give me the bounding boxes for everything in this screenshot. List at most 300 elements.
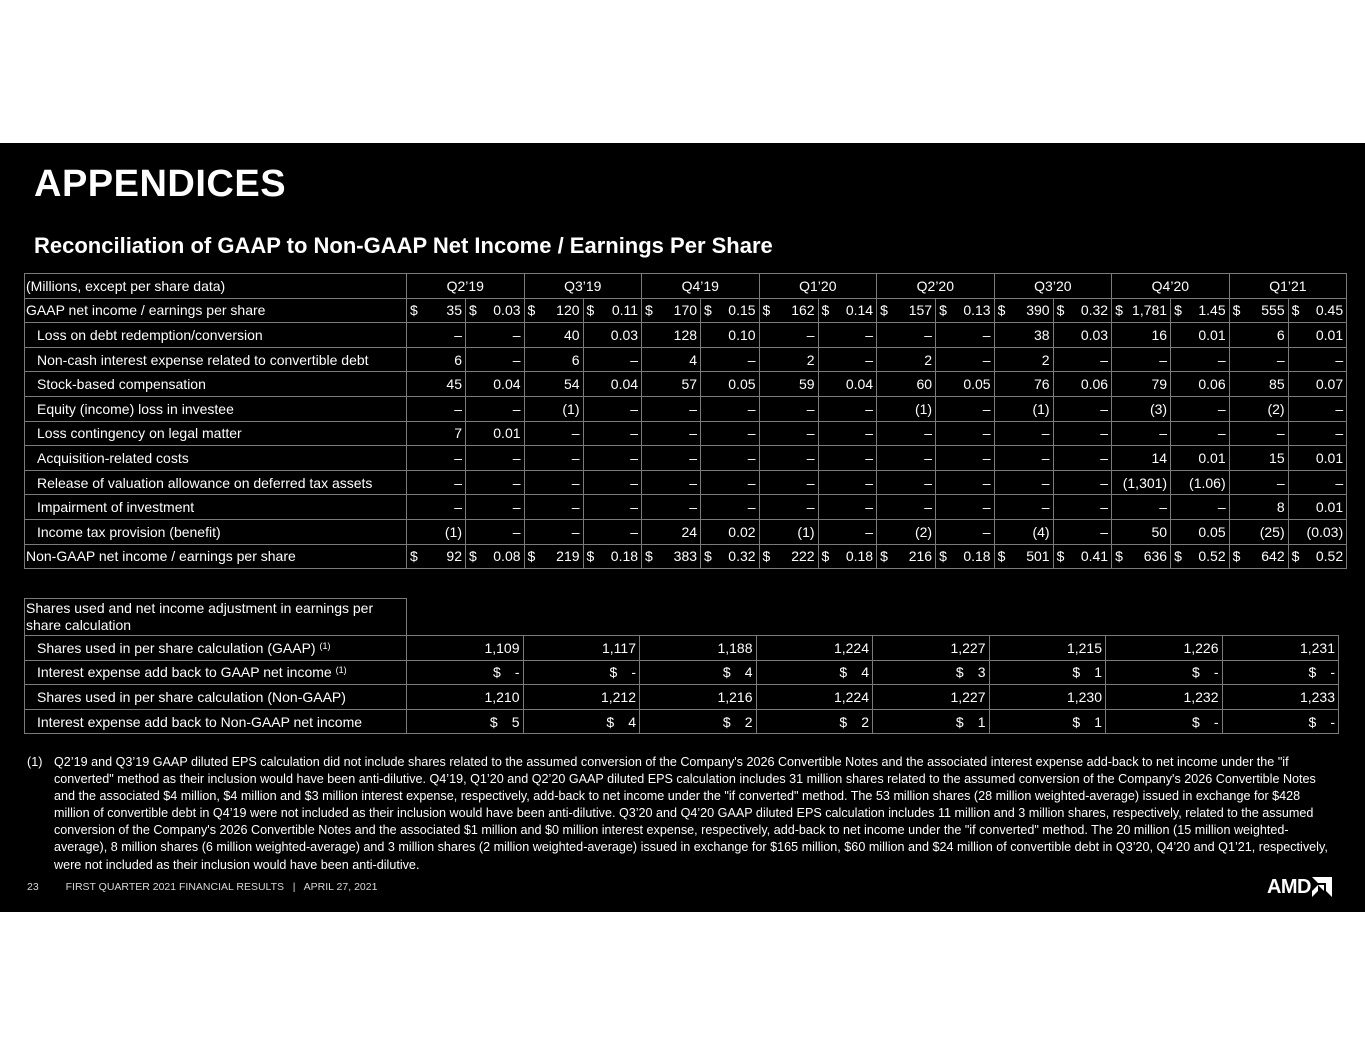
- table-cell: 1,188: [640, 636, 757, 661]
- table-cell: –: [759, 470, 818, 495]
- table-row: [25, 396, 1347, 421]
- table-cell: [818, 298, 877, 323]
- table-cell: 6: [1229, 323, 1288, 348]
- cell-value: 1,781: [1132, 302, 1168, 319]
- row-label-text: Loss on debt redemption/conversion: [37, 326, 263, 343]
- currency-symbol: $: [939, 302, 947, 319]
- logo-text: AMD: [1266, 876, 1311, 898]
- table-cell: [524, 544, 583, 569]
- table-cell: –: [701, 446, 760, 471]
- currency-symbol: $: [1308, 664, 1317, 681]
- table-cell: (25): [1229, 519, 1288, 544]
- shares-header-row: [25, 599, 1339, 636]
- row-label-text: Stock-based compensation: [37, 376, 206, 393]
- cell-value: 1: [977, 713, 986, 730]
- table-row: [25, 685, 1339, 710]
- table-row: [25, 421, 1347, 446]
- footnote-ref: (1): [319, 640, 331, 651]
- table-cell: 0.04: [818, 372, 877, 397]
- table-cell: [989, 709, 1106, 734]
- currency-symbol: $: [527, 548, 536, 565]
- table-cell: [877, 298, 936, 323]
- row-label: [25, 709, 407, 734]
- table-row: [25, 709, 1339, 734]
- footnote: [27, 754, 1339, 874]
- currency-symbol: $: [606, 713, 615, 730]
- currency-symbol: $: [410, 548, 418, 565]
- table-cell: [407, 709, 524, 734]
- table-cell: –: [1288, 470, 1347, 495]
- cell-value: 0.18: [610, 548, 639, 565]
- cell-value: 92: [446, 548, 462, 565]
- empty-cell: [1222, 599, 1339, 636]
- row-label: [25, 519, 407, 544]
- table-cell: –: [877, 323, 936, 348]
- table-cell: –: [642, 495, 701, 520]
- table-cell: –: [818, 396, 877, 421]
- table-cell: 0.10: [701, 323, 760, 348]
- table-cell: [1288, 544, 1347, 569]
- table-cell: 8: [1229, 495, 1288, 520]
- row-label-text: Non-GAAP net income / earnings per share: [26, 548, 296, 565]
- currency-symbol: $: [469, 548, 477, 565]
- table-cell: 1,109: [407, 636, 524, 661]
- table-cell: –: [466, 519, 525, 544]
- table-cell: –: [1171, 347, 1230, 372]
- table-cell: [936, 544, 995, 569]
- cell-value: 157: [908, 302, 933, 319]
- table-cell: –: [759, 421, 818, 446]
- cell-value: 0.32: [1080, 302, 1109, 319]
- table-cell: 45: [407, 372, 466, 397]
- table-cell: [994, 298, 1053, 323]
- table-cell: –: [936, 495, 995, 520]
- currency-symbol: $: [1072, 664, 1081, 681]
- table-cell: 1,233: [1222, 685, 1339, 710]
- row-label: [25, 685, 407, 710]
- table-cell: [936, 298, 995, 323]
- cell-value: 0.18: [963, 548, 991, 565]
- table-cell: 1,210: [407, 685, 524, 710]
- row-label: [25, 421, 407, 446]
- table-row: [25, 495, 1347, 520]
- table-cell: 0.05: [701, 372, 760, 397]
- table-cell: 7: [407, 421, 466, 446]
- cell-value: 0.41: [1080, 548, 1109, 565]
- cell-value: 0.52: [1198, 548, 1226, 565]
- currency-symbol: $: [645, 302, 653, 319]
- table-cell: –: [1229, 421, 1288, 446]
- currency-symbol: $: [955, 664, 964, 681]
- currency-symbol: $: [722, 664, 731, 681]
- quarter-header: Q3’19: [524, 274, 642, 299]
- cell-value: 0.11: [611, 302, 639, 319]
- footer-text: FIRST QUARTER 2021 FINANCIAL RESULTS | APRIL 27, 2021: [65, 881, 378, 893]
- row-label-text: Income tax provision (benefit): [37, 523, 221, 540]
- table-cell: [989, 660, 1106, 685]
- currency-symbol: $: [1232, 302, 1241, 319]
- row-label-text: Impairment of investment: [37, 499, 195, 516]
- cell-value: 3: [977, 664, 986, 681]
- table-cell: –: [818, 519, 877, 544]
- table-cell: –: [583, 519, 642, 544]
- table-cell: –: [466, 446, 525, 471]
- table-cell: (1.06): [1171, 470, 1230, 495]
- table-cell: 40: [524, 323, 583, 348]
- table-cell: [640, 709, 757, 734]
- table-cell: [1053, 298, 1112, 323]
- table-cell: [701, 544, 760, 569]
- row-label-text: GAAP net income / earnings per share: [26, 302, 266, 319]
- currency-symbol: $: [997, 548, 1006, 565]
- table-cell: 0.03: [1053, 323, 1112, 348]
- cell-value: 1.45: [1198, 302, 1226, 319]
- table-row: [25, 323, 1347, 348]
- table-cell: [818, 544, 877, 569]
- table-cell: –: [1229, 470, 1288, 495]
- table-cell: –: [1112, 421, 1171, 446]
- table-cell: –: [701, 495, 760, 520]
- currency-symbol: $: [839, 713, 848, 730]
- table-cell: –: [818, 446, 877, 471]
- table-cell: –: [642, 470, 701, 495]
- table-cell: –: [701, 347, 760, 372]
- empty-cell: [407, 599, 524, 636]
- table-cell: [1171, 298, 1230, 323]
- footnote-number: (1): [27, 755, 43, 769]
- table-cell: –: [583, 470, 642, 495]
- table-row: [25, 347, 1347, 372]
- quarter-header: Q2’19: [407, 274, 525, 299]
- table-cell: –: [583, 495, 642, 520]
- currency-symbol: $: [1056, 302, 1065, 319]
- cell-value: 170: [673, 302, 698, 319]
- table-cell: 1,117: [523, 636, 640, 661]
- currency-symbol: $: [1174, 548, 1182, 565]
- currency-symbol: $: [1308, 713, 1317, 730]
- table-cell: –: [818, 347, 877, 372]
- row-label: [25, 298, 407, 323]
- currency-symbol: $: [762, 548, 771, 565]
- quarter-header: Q3’20: [994, 274, 1112, 299]
- table-cell: [583, 298, 642, 323]
- table-cell: 1,232: [1106, 685, 1223, 710]
- table-cell: –: [936, 347, 995, 372]
- table-cell: [583, 544, 642, 569]
- table-cell: [407, 544, 466, 569]
- table-cell: –: [1288, 396, 1347, 421]
- currency-symbol: $: [1072, 713, 1081, 730]
- row-label-text: Loss contingency on legal matter: [37, 425, 242, 442]
- row-label: [25, 544, 407, 569]
- table-cell: (1): [407, 519, 466, 544]
- currency-symbol: $: [1115, 548, 1123, 565]
- table-cell: (1): [524, 396, 583, 421]
- table-cell: –: [936, 396, 995, 421]
- table-cell: –: [759, 495, 818, 520]
- currency-symbol: $: [939, 548, 947, 565]
- table-cell: [1222, 709, 1339, 734]
- cell-value: 0.52: [1315, 548, 1344, 565]
- table-cell: 1,226: [1106, 636, 1223, 661]
- table-cell: (1): [759, 519, 818, 544]
- row-label: [25, 323, 407, 348]
- cell-value: 219: [556, 548, 580, 565]
- table-cell: –: [994, 446, 1053, 471]
- table-cell: [1229, 298, 1288, 323]
- table-cell: 60: [877, 372, 936, 397]
- table-cell: –: [407, 396, 466, 421]
- table-cell: [523, 709, 640, 734]
- quarter-header: Q1’20: [759, 274, 877, 299]
- table-row: [25, 519, 1347, 544]
- currency-symbol: $: [821, 302, 830, 319]
- table-cell: [877, 544, 936, 569]
- currency-symbol: $: [997, 302, 1006, 319]
- table-row: [25, 636, 1339, 661]
- currency-symbol: $: [880, 548, 888, 565]
- row-label-text: Release of valuation allowance on deferred tax assets: [37, 474, 373, 491]
- table-cell: (0.03): [1288, 519, 1347, 544]
- currency-symbol: $: [1115, 302, 1123, 319]
- currency-symbol: $: [762, 302, 771, 319]
- cell-value: 216: [908, 548, 933, 565]
- row-label: [25, 372, 407, 397]
- table-cell: 1,230: [989, 685, 1106, 710]
- header-label: (Millions, except per share data): [25, 274, 407, 299]
- table-cell: [759, 298, 818, 323]
- table-cell: 14: [1112, 446, 1171, 471]
- empty-cell: [756, 599, 873, 636]
- empty-cell: [523, 599, 640, 636]
- table-cell: [1106, 660, 1223, 685]
- table-cell: [701, 298, 760, 323]
- row-label-text: Shares used in per share calculation (Non-GAAP): [37, 688, 346, 705]
- currency-symbol: $: [704, 302, 712, 319]
- table-cell: 1,227: [873, 685, 990, 710]
- row-label: [25, 470, 407, 495]
- table-cell: –: [1171, 495, 1230, 520]
- cell-value: 2: [861, 713, 869, 730]
- table-cell: –: [1112, 347, 1171, 372]
- table-cell: [466, 544, 525, 569]
- table-cell: 6: [524, 347, 583, 372]
- table-cell: –: [1053, 396, 1112, 421]
- table-cell: –: [407, 495, 466, 520]
- table-cell: 0.06: [1171, 372, 1230, 397]
- table-cell: –: [1053, 446, 1112, 471]
- table-cell: 79: [1112, 372, 1171, 397]
- table-cell: –: [818, 323, 877, 348]
- table-cell: –: [1053, 519, 1112, 544]
- table-cell: [642, 544, 701, 569]
- table-cell: [1288, 298, 1347, 323]
- table-cell: [407, 660, 524, 685]
- table-cell: –: [936, 446, 995, 471]
- table-row: [25, 544, 1347, 569]
- page-title: APPENDICES: [34, 163, 287, 205]
- table-cell: –: [1288, 421, 1347, 446]
- table-cell: 38: [994, 323, 1053, 348]
- table-cell: –: [642, 396, 701, 421]
- table-cell: –: [994, 495, 1053, 520]
- currency-symbol: $: [489, 713, 498, 730]
- table-cell: –: [759, 446, 818, 471]
- row-label: [25, 495, 407, 520]
- quarter-header: Q1’21: [1229, 274, 1347, 299]
- cell-value: -: [631, 664, 636, 681]
- table-cell: 1,224: [756, 685, 873, 710]
- table-cell: [873, 709, 990, 734]
- table-cell: –: [524, 495, 583, 520]
- table-cell: (2): [1229, 396, 1288, 421]
- table-cell: –: [701, 396, 760, 421]
- cell-value: -: [1330, 664, 1335, 681]
- currency-symbol: $: [645, 548, 653, 565]
- cell-value: 0.03: [493, 302, 521, 319]
- table-cell: –: [936, 421, 995, 446]
- table-cell: –: [407, 470, 466, 495]
- cell-value: 0.15: [728, 302, 756, 319]
- table-cell: [1106, 709, 1223, 734]
- currency-symbol: $: [880, 302, 888, 319]
- currency-symbol: $: [1192, 713, 1200, 730]
- table-cell: 0.07: [1288, 372, 1347, 397]
- table-cell: 1,212: [523, 685, 640, 710]
- currency-symbol: $: [1291, 548, 1300, 565]
- currency-symbol: $: [469, 302, 477, 319]
- table-cell: 85: [1229, 372, 1288, 397]
- currency-symbol: $: [955, 713, 964, 730]
- cell-value: 4: [628, 713, 636, 730]
- currency-symbol: $: [704, 548, 712, 565]
- table-cell: 1,227: [873, 636, 990, 661]
- row-label-text: Interest expense add back to Non-GAAP net income: [37, 713, 363, 730]
- cell-value: 0.18: [845, 548, 874, 565]
- table-cell: 0.01: [1288, 495, 1347, 520]
- row-label-text: Equity (income) loss in investee: [37, 400, 234, 417]
- table-cell: 1,216: [640, 685, 757, 710]
- table-cell: (4): [994, 519, 1053, 544]
- cell-value: 35: [446, 302, 462, 319]
- table-cell: 0.03: [583, 323, 642, 348]
- table-cell: –: [1112, 495, 1171, 520]
- table-cell: 0.04: [466, 372, 525, 397]
- cell-value: -: [1213, 664, 1219, 681]
- table-cell: (2): [877, 519, 936, 544]
- table-cell: 50: [1112, 519, 1171, 544]
- cell-value: 501: [1026, 548, 1050, 565]
- cell-value: 555: [1261, 302, 1285, 319]
- table-cell: –: [524, 446, 583, 471]
- slide: [0, 143, 1365, 912]
- cell-value: 383: [673, 548, 698, 565]
- table-cell: –: [407, 446, 466, 471]
- footer: [27, 881, 377, 893]
- currency-symbol: $: [1174, 302, 1182, 319]
- table-cell: –: [466, 495, 525, 520]
- cell-value: 4: [861, 664, 869, 681]
- table-cell: –: [994, 421, 1053, 446]
- currency-symbol: $: [1192, 664, 1200, 681]
- amd-arrow-icon: [1312, 877, 1332, 897]
- table-cell: [756, 709, 873, 734]
- empty-cell: [1106, 599, 1223, 636]
- shares-header-label: Shares used and net income adjustment in earnings per share calculation: [25, 599, 407, 636]
- table-cell: –: [877, 470, 936, 495]
- cell-value: 162: [791, 302, 815, 319]
- cell-value: 2: [744, 713, 753, 730]
- cell-value: 4: [744, 664, 753, 681]
- table-cell: –: [642, 446, 701, 471]
- empty-cell: [989, 599, 1106, 636]
- cell-value: 636: [1143, 548, 1168, 565]
- table-cell: [1112, 298, 1171, 323]
- table-cell: –: [994, 470, 1053, 495]
- table-cell: –: [524, 470, 583, 495]
- row-label: [25, 636, 407, 661]
- table-cell: –: [524, 519, 583, 544]
- table-cell: –: [583, 347, 642, 372]
- currency-symbol: $: [493, 664, 501, 681]
- table-cell: –: [1171, 421, 1230, 446]
- empty-cell: [640, 599, 757, 636]
- table-cell: (1): [994, 396, 1053, 421]
- amd-logo: [1267, 877, 1332, 897]
- cell-value: -: [1330, 713, 1335, 730]
- table-cell: –: [466, 470, 525, 495]
- page-number: 23: [27, 881, 39, 893]
- table-cell: (1): [877, 396, 936, 421]
- quarter-header: Q4’20: [1112, 274, 1230, 299]
- cell-value: -: [1213, 713, 1219, 730]
- cell-value: 222: [791, 548, 815, 565]
- currency-symbol: $: [1056, 548, 1065, 565]
- currency-symbol: $: [410, 302, 418, 319]
- row-label: [25, 396, 407, 421]
- table-cell: 128: [642, 323, 701, 348]
- currency-symbol: $: [527, 302, 536, 319]
- cell-value: 1: [1094, 713, 1102, 730]
- currency-symbol: $: [586, 302, 595, 319]
- page-subtitle: Reconciliation of GAAP to Non-GAAP Net Income / Earnings Per Share: [34, 233, 773, 258]
- table-cell: –: [1053, 347, 1112, 372]
- cell-value: 390: [1026, 302, 1050, 319]
- table-header-row: [25, 274, 1347, 299]
- currency-symbol: $: [821, 548, 830, 565]
- table-cell: –: [583, 421, 642, 446]
- row-label-text: Shares used in per share calculation (GAAP): [37, 639, 316, 656]
- table-cell: 0.05: [936, 372, 995, 397]
- row-label: [25, 347, 407, 372]
- table-cell: –: [466, 323, 525, 348]
- table-cell: 0.01: [1171, 323, 1230, 348]
- table-cell: [1053, 544, 1112, 569]
- cell-value: 0.08: [493, 548, 521, 565]
- currency-symbol: $: [839, 664, 848, 681]
- row-label: [25, 660, 407, 685]
- table-cell: [466, 298, 525, 323]
- footnote-ref: (1): [335, 665, 347, 676]
- table-cell: –: [877, 495, 936, 520]
- table-cell: –: [524, 421, 583, 446]
- table-cell: 1,224: [756, 636, 873, 661]
- table-row: [25, 660, 1339, 685]
- table-cell: 2: [877, 347, 936, 372]
- table-cell: 0.04: [583, 372, 642, 397]
- empty-cell: [873, 599, 990, 636]
- table-cell: 76: [994, 372, 1053, 397]
